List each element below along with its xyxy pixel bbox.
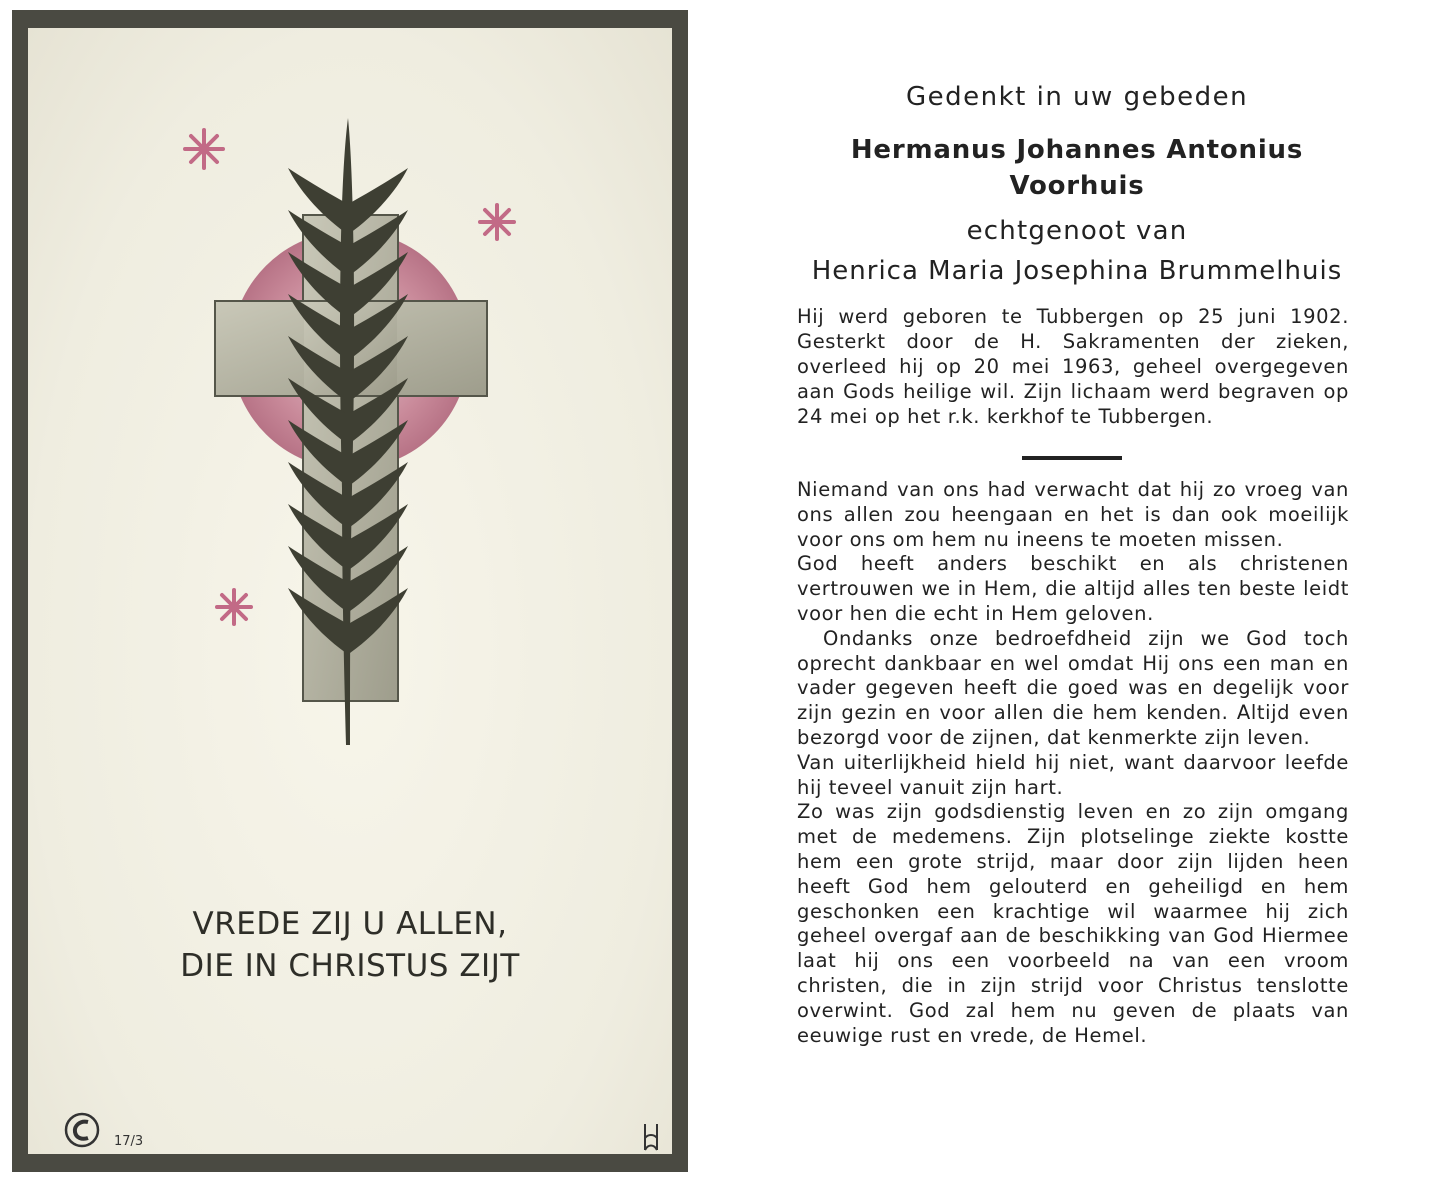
star-icon — [480, 205, 514, 239]
card-front-panel — [28, 28, 672, 1154]
deceased-name — [752, 132, 1402, 204]
star-icon — [217, 590, 251, 624]
tribute-text — [797, 478, 1349, 1048]
motto-line-2: DIE IN CHRISTUS ZIJT — [180, 948, 520, 984]
motto — [28, 903, 672, 987]
tribute-paragraph: Zo was zijn godsdienstig leven en zo zijn omgang met de medemens. Zijn plotselinge ziekte kostte hem een grote strijd, maar door zijn lijden heen heeft God hem gelouterd en geheiligd en hem geschonken een krachtige wil waarmee hij zich geheel overgaf aan de beschikking van God Hiermee laat hij ons een voorbeeld na van een vroom christen, die in zijn strijd voor Christus tenslotte overwint. God zal hem nu geven de plaats van eeuwige rust en vrede, de Hemel. — [797, 800, 1349, 1047]
deceased-name-line-1: Hermanus Johannes Antonius — [850, 135, 1304, 165]
relation-label: echtgenoot van — [966, 216, 1188, 246]
prayer-card-front — [12, 10, 688, 1172]
monogram-icon — [640, 1122, 662, 1152]
deceased-name-line-2: Voorhuis — [1009, 171, 1145, 201]
star-icon — [185, 130, 223, 168]
print-code: 17/3 — [114, 1134, 144, 1149]
tribute-paragraph: Niemand van ons had verwacht dat hij zo vroeg van ons allen zou heengaan en het is dan ook moeilijk voor ons om hem nu ineens te moeten missen. — [797, 478, 1349, 551]
motto-line-1: VREDE ZIJ U ALLEN, — [192, 906, 508, 942]
prayer-card-back — [752, 58, 1402, 1178]
biography: Hij werd geboren te Tubbergen op 25 juni 1902. Gesterkt door de H. Sakramenten der zieken, overleed hij op 20 mei 1963, geheel overgegeven aan Gods heilige wil. Zijn lichaam werd begraven op 24 mei op het r.k. kerkhof te Tubbergen. — [797, 305, 1349, 428]
publisher-logo-icon — [64, 1112, 100, 1148]
spouse-name: Henrica Maria Josephina Brummelhuis — [811, 256, 1343, 286]
divider — [1022, 456, 1122, 460]
tribute-paragraph: God heeft anders beschikt en als christenen vertrouwen we in Hem, die altijd alles ten beste leidt voor hen die echt in Hem geloven. — [797, 552, 1349, 625]
tribute-paragraph: Van uiterlijkheid hield hij niet, want daarvoor leefde hij teveel vanuit zijn hart. — [797, 750, 1349, 799]
tribute-paragraph: Ondanks onze bedroefdheid zijn we God toch oprecht dankbaar en wel omdat Hij ons een man en vader gegeven heeft die goed was en degelijk voor zijn gezin en voor allen die hem kenden. Altijd even bezorgd voor de zijnen, dat kenmerkte zijn leven. — [797, 626, 1349, 749]
remember-heading: Gedenkt in uw gebeden — [905, 82, 1249, 112]
